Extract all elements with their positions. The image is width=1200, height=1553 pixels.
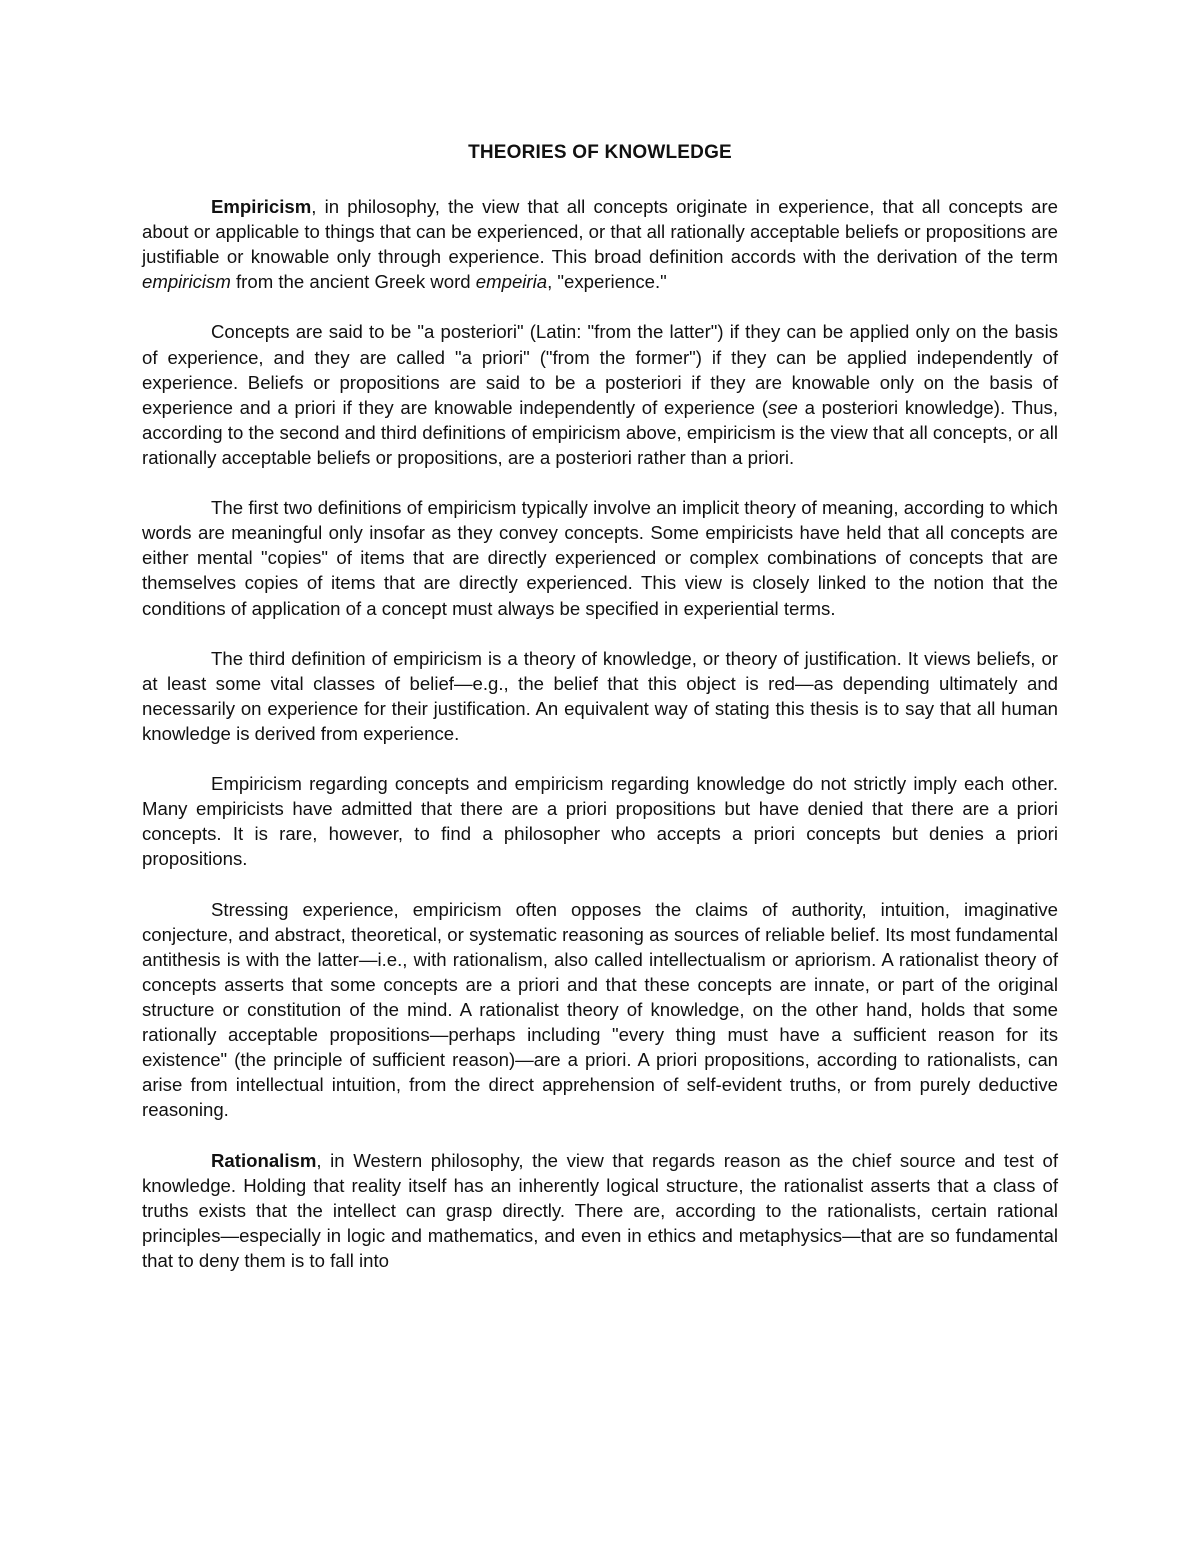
- paragraph-theory-of-justification: The third definition of empiricism is a theory of knowledge, or theory of justification. It views beliefs, or at least some vital classes of belief—e.g., the belief that this object is red—as depending ultimately and necessarily on experience for their justification. An equivalent way of stating this thesis is to say that all human knowledge is derived from experience.: [142, 647, 1058, 744]
- page-title: THEORIES OF KNOWLEDGE: [468, 142, 732, 163]
- paragraph-antithesis: Stressing experience, empiricism often opposes the claims of authority, intuition, imaginative conjecture, and abstract, theoretical, or systematic reasoning as sources of reliable belief. Its most fundamental antithesis is with the latter—i.e., with rationalism, also called intellectualism or apriorism. A rationalist theory of concepts asserts that some concepts are a priori and that these concepts are innate, or part of the original structure or constitution of the mind. A rationalist theory of knowledge, on the other hand, holds that some rationally acceptable propositions—perhaps including "every thing must have a sufficient reason for its existence" (the principle of sufficient reason)—are a priori. A priori propositions, according to rationalists, can arise from intellectual intuition, from the direct apprehension of self-evident truths, or from purely deductive reasoning.: [142, 898, 1058, 1121]
- document-body: [142, 194, 1058, 1273]
- term-empiricism: Empiricism: [211, 196, 312, 217]
- paragraph-empiricism: [142, 194, 1058, 294]
- term-rationalism: Rationalism: [211, 1149, 317, 1171]
- paragraph-text: Concepts are said to be "a posteriori" (Latin: "from the latter") if they can be applied only on the basis of experience, and they are called "a priori" ("from the former") if they can be applied independently of experience. Beliefs or propositions are said to be a posteriori if they are knowable only on the basis of experience and a priori if they are knowable independently of experience (: [142, 321, 1058, 418]
- paragraph-concepts-vs-knowledge: Empiricism regarding concepts and empiricism regarding knowledge do not strictly imply each other. Many empiricists have admitted that there are a priori propositions but have denied that there are a priori concepts. It is rare, however, to find a philosopher who accepts a priori concepts but denies a priori propositions.: [142, 773, 1058, 870]
- paragraph-text: a posteriori knowledge). Thus, according to the second and third definitions of empiricism above, empiricism is the view that all concepts, or all rationally acceptable beliefs or propositions, are a posteriori rather than a priori.: [142, 396, 1059, 468]
- paragraph-text: , in Western philosophy, the view that regards reason as the chief source and test of knowledge. Holding that reality itself has an inherently logical structure, the rationalist asserts that a class of truths exists that the intellect can grasp directly. There are, according to the rationalists, certain rational principles—especially in logic and mathematics, and even in ethics and metaphysics—that are so fundamental that to deny them is to fall into: [142, 1149, 1058, 1271]
- paragraph-text: , in philosophy, the view that all concepts originate in experience, that all concepts are about or applicable to things that can be experienced, or that all rationally acceptable beliefs or propositions are justifiable or knowable only through experience. This broad definition accords with the derivation of the term: [142, 196, 1058, 268]
- emphasis-text: empiricism: [142, 271, 231, 293]
- paragraph-a-posteriori: [142, 319, 1058, 470]
- emphasis-text: see: [767, 396, 798, 418]
- emphasis-text: empeiria: [475, 271, 548, 293]
- paragraph-text: , "experience.": [547, 271, 667, 293]
- paragraph-rationalism: [142, 1148, 1058, 1273]
- paragraph-text: from the ancient Greek word: [230, 271, 476, 293]
- paragraph-theory-of-meaning: The first two definitions of empiricism typically involve an implicit theory of meaning, according to which words are meaningful only insofar as they convey concepts. Some empiricists have held that all concepts are either mental "copies" of items that are directly experienced or complex combinations of concepts that are themselves copies of items that are directly experienced. This view is closely linked to the notion that the conditions of application of a concept must always be specified in experiential terms.: [142, 497, 1058, 619]
